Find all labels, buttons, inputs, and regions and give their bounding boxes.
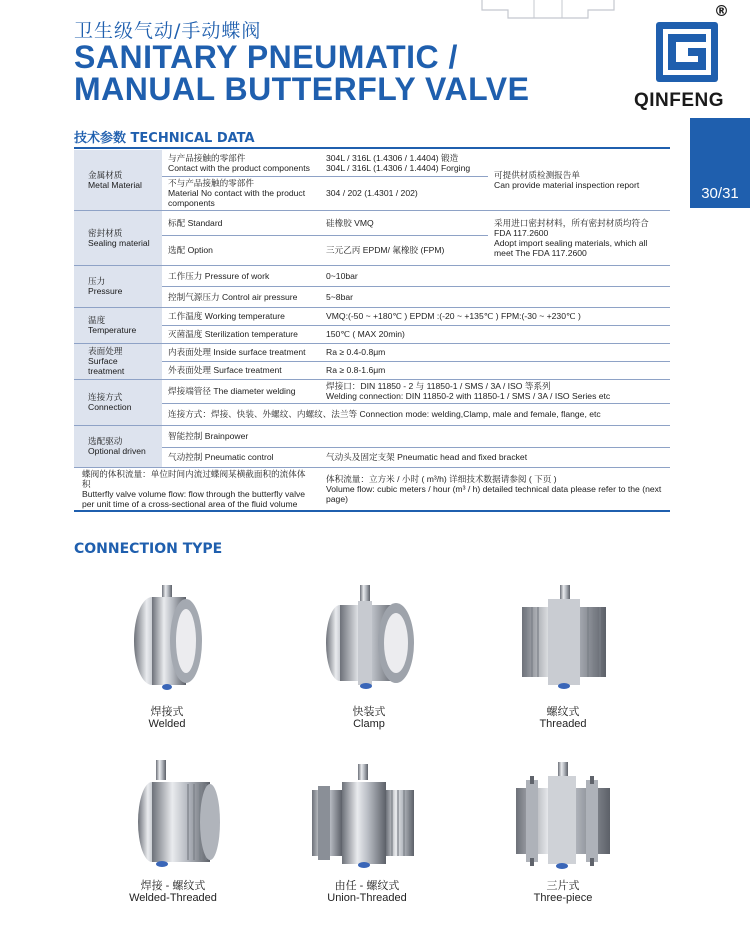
connection-welded-threaded — [98, 880, 248, 904]
work-pressure-label: 工作压力 Pressure of work — [162, 265, 320, 286]
welded-threaded-valve-image — [118, 760, 228, 870]
sealing-note: 采用进口密封材料，所有密封材质均符合 FDA 117.2600 Adopt import sealing materials, which all meet The FDA 117.2600 — [488, 210, 670, 265]
welded-en: Welded — [148, 718, 186, 730]
flow-value-en: Volume flow: cubic meters / hour (m³ / h) detailed technical data please refer to the (next page) — [326, 483, 662, 504]
threaded-en: Threaded — [539, 718, 587, 730]
material-note: 可提供材质检测报告单 Can provide material inspection report — [488, 150, 670, 210]
weld-value: 焊接口：DIN 11850 - 2 与 11850-1 / SMS / 3A / ISO 等系列 Welding connection: DIN 11850-2 with 11850-1 / SMS / 3A / ISO Series etc — [320, 379, 670, 403]
connection-three-piece — [488, 880, 638, 904]
material-cn: 金属材质 — [88, 169, 123, 180]
steril-temp-label: 灭菌温度 Sterilization temperature — [162, 325, 320, 343]
three-piece-en: Three-piece — [533, 892, 593, 904]
air-pressure-label: 控制气源压力 Control air pressure — [162, 286, 320, 307]
standard-value: 硅橡胶 VMQ — [320, 210, 488, 235]
pressure-category — [74, 265, 162, 307]
flow-value-cn: 体积流量：立方米 / 小时 ( m³/h) 详细技术数据请参阅 ( 下页 ) — [326, 473, 557, 484]
temperature-cn: 温度 — [88, 315, 106, 325]
technical-data-heading: 技术参数 TECHNICAL DATA — [74, 131, 255, 146]
outside-surface-value: Ra ≥ 0.8-1.6μm — [320, 361, 670, 379]
surface-category — [74, 343, 162, 379]
standard-label: 标配 Standard — [162, 210, 320, 235]
title-chinese: 卫生级气动/手动蝶阀 — [74, 20, 262, 42]
union-threaded-valve-image — [308, 760, 418, 870]
flow-label: 蝶阀的体积流量：单位时间内流过蝶阀某横截面积的流体体积 Butterfly valve volume flow: flow through the butterfly valve per unit time of a cross-sectional area of the fluid volume — [74, 467, 320, 511]
connection-threaded — [488, 706, 638, 730]
welded-threaded-en: Welded-Threaded — [129, 892, 217, 904]
technical-data-table — [74, 150, 670, 512]
flow-value — [320, 467, 670, 511]
contact-value: 304L / 316L (1.4306 / 1.4404) 锻造 304L / 316L (1.4306 / 1.4404) Forging — [320, 150, 488, 176]
working-temp-value: VMQ:(-50 ~ +180℃ ) EPDM :(-20 ~ +135℃ ) FPM:(-30 ~ +230℃ ) — [320, 307, 670, 325]
qinfeng-logo-icon — [654, 20, 720, 84]
page-number-tab — [690, 118, 750, 208]
title-english-line1: SANITARY PNEUMATIC / — [74, 39, 458, 75]
material-category — [74, 150, 162, 210]
heading-divider — [74, 147, 670, 149]
connection-cn: 连接方式 — [88, 392, 123, 402]
optional-driven-category — [74, 425, 162, 467]
union-threaded-en: Union-Threaded — [327, 892, 407, 904]
surface-cn: 表面处理 — [88, 346, 123, 356]
temperature-category — [74, 307, 162, 343]
inside-surface-label: 内表面处理 Inside surface treatment — [162, 343, 320, 361]
steril-temp-value: 150℃ ( MAX 20min) — [320, 325, 670, 343]
air-pressure-value: 5~8bar — [320, 286, 670, 307]
work-pressure-value: 0~10bar — [320, 265, 670, 286]
welded-valve-image — [112, 585, 222, 695]
material-en: Metal Material — [88, 179, 142, 190]
clamp-cn: 快装式 — [352, 706, 386, 718]
outside-surface-label: 外表面处理 Surface treatment — [162, 361, 320, 379]
nocontact-label: 不与产品接触的零部件 Material No contact with the product components — [162, 176, 320, 210]
brand-name: QINFENG — [634, 90, 725, 111]
connection-union-threaded — [292, 880, 442, 904]
pressure-cn: 压力 — [88, 276, 106, 286]
three-piece-valve-image — [508, 762, 618, 872]
nocontact-value: 304 / 202 (1.4301 / 202) — [320, 176, 488, 210]
option-label: 选配 Option — [162, 235, 320, 265]
working-temp-label: 工作温度 Working temperature — [162, 307, 320, 325]
brainpower-label: 智能控制 Brainpower — [162, 425, 670, 447]
surface-en: Surface treatment — [88, 356, 125, 376]
option-value: 三元乙丙 EPDM/ 氟橡胶 (FPM) — [320, 235, 488, 265]
welded-threaded-cn: 焊接 - 螺纹式 — [140, 880, 206, 892]
pneumatic-label: 气动控制 Pneumatic control — [162, 447, 320, 467]
pressure-en: Pressure — [88, 286, 123, 296]
connection-mode: 连接方式：焊接、快装、外螺纹、内螺纹、法兰等 Connection mode: welding,Clamp, male and female, flange, etc — [162, 403, 670, 425]
page-number: 30/31 — [701, 185, 739, 202]
connection-type-heading: CONNECTION TYPE — [74, 541, 223, 557]
optional-cn: 选配驱动 — [88, 436, 123, 446]
inside-surface-value: Ra ≥ 0.4-0.8μm — [320, 343, 670, 361]
three-piece-cn: 三片式 — [546, 880, 580, 892]
registered-mark: ® — [714, 2, 729, 20]
sealing-category — [74, 210, 162, 265]
clamp-valve-image — [314, 585, 424, 695]
temperature-en: Temperature — [88, 325, 137, 335]
sealing-cn: 密封材质 — [88, 227, 123, 238]
weld-label: 焊接端管径 The diameter welding — [162, 379, 320, 403]
valve-sketch-decoration — [478, 0, 618, 22]
connection-category — [74, 379, 162, 425]
title-english-line2: MANUAL BUTTERFLY VALVE — [74, 71, 530, 107]
optional-en: Optional driven — [88, 446, 146, 456]
sealing-en: Sealing material — [88, 237, 150, 248]
connection-clamp — [294, 706, 444, 730]
threaded-valve-image — [508, 585, 618, 695]
union-threaded-cn: 由任 - 螺纹式 — [334, 880, 400, 892]
connection-en: Connection — [88, 402, 132, 412]
threaded-cn: 螺纹式 — [546, 706, 580, 718]
clamp-en: Clamp — [353, 718, 385, 730]
pneumatic-value: 气动头及固定支架 Pneumatic head and fixed bracket — [320, 447, 670, 467]
welded-cn: 焊接式 — [150, 706, 184, 718]
connection-welded — [92, 706, 242, 730]
contact-label: 与产品接触的零部件 Contact with the product components — [162, 150, 320, 176]
